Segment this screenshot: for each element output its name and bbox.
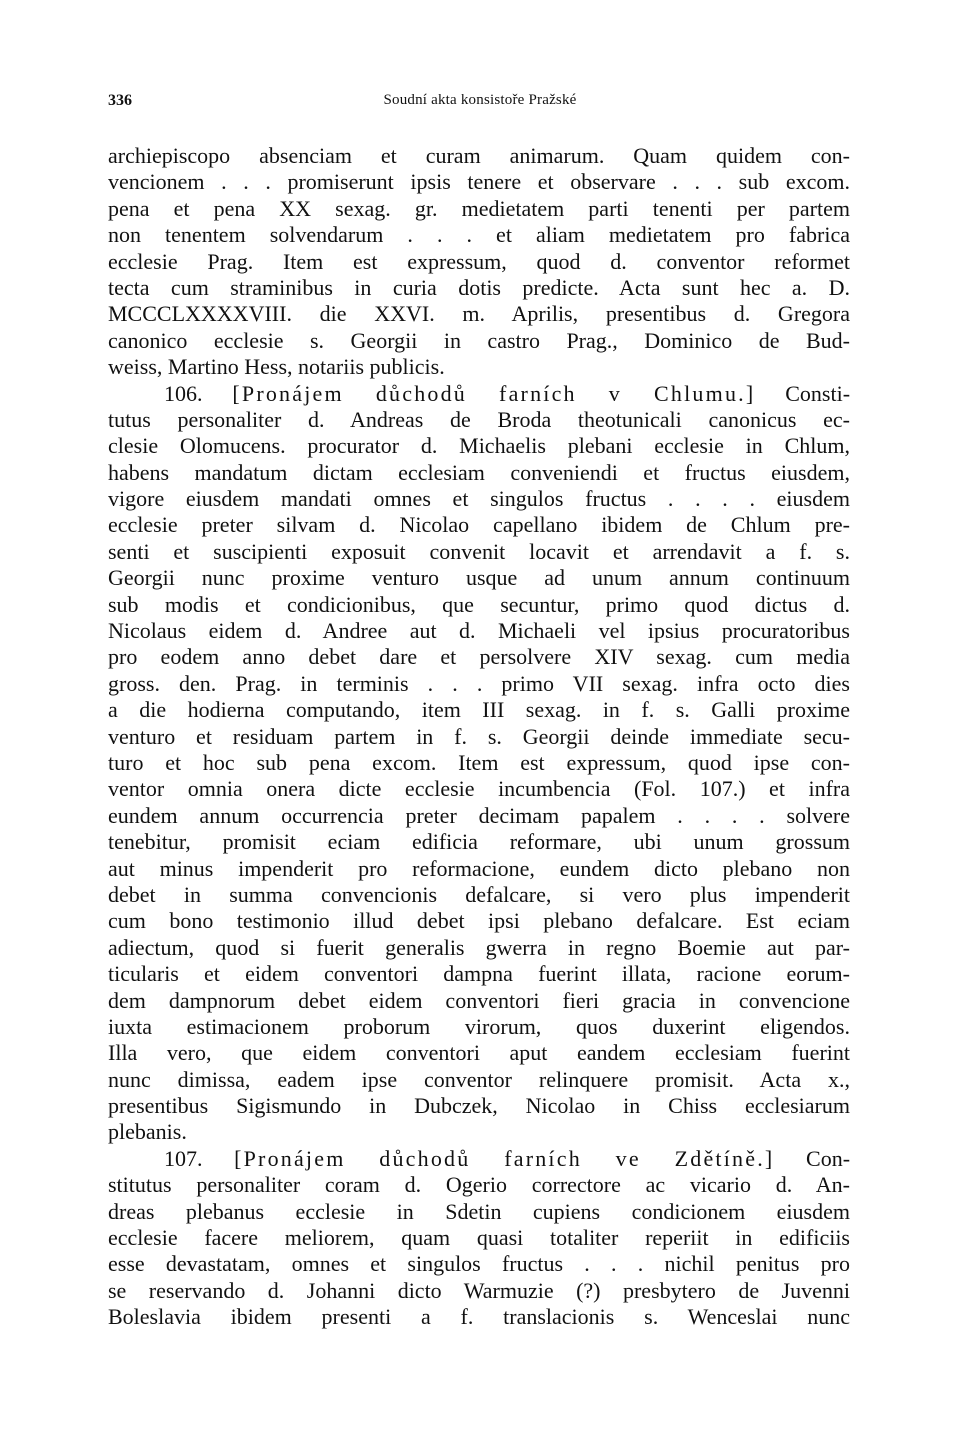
text-line: vigore eiusdem mandati omnes et singulos fructus . . . . eiusdem (108, 486, 850, 512)
running-head (108, 92, 852, 116)
text-line: non tenentem solvendarum . . . et aliam medietatem pro fabrica (108, 222, 850, 248)
text-line: habens mandatum dictam ecclesiam conveniendi et fructus eiusdem, (108, 459, 850, 485)
text-line: Boleslavia ibidem presenti a f. translacionis s. Wenceslai nunc (108, 1304, 850, 1330)
entry-number: 106. (164, 380, 203, 406)
text-line: esse devastatam, omnes et singulos fructus . . . nichil penitus pro (108, 1251, 850, 1277)
entry-title: [Pronájem důchodů farních ve Zdětíně.] (234, 1145, 775, 1171)
text-line: ecclesie preter silvam d. Nicolao capellano ibidem de Chlum pre- (108, 512, 850, 538)
text-line: ecclesie Prag. Item est expressum, quod d. conventor reformet (108, 248, 850, 274)
text-line: MCCCLXXXXVIII. die XXVI. m. Aprilis, presentibus d. Gregora (108, 301, 850, 327)
text-line: gross. den. Prag. in terminis . . . primo VII sexag. infra octo dies (108, 670, 850, 696)
entry-heading-line (108, 381, 850, 407)
text-line: weiss, Martino Hess, notariis publicis. (108, 354, 445, 380)
running-title: Soudní akta konsistoře Pražské (383, 92, 577, 108)
text-line: canonico ecclesie s. Georgii in castro Prag., Dominico de Bud- (108, 327, 850, 353)
text-line: adiectum, quod si fuerit generalis gwerra in regno Boemie aut par- (108, 934, 850, 960)
text-line: debet in summa convencionis defalcare, si vero plus impenderit (108, 881, 850, 907)
body-text (108, 143, 850, 1331)
text-line: venturo et residuam partem in f. s. Georgii deinde immediate secu- (108, 723, 850, 749)
entry-text-start: Con- (806, 1145, 851, 1171)
entry-number: 107. (164, 1145, 203, 1171)
entry-heading-line (108, 1146, 850, 1172)
text-line: iuxta estimacionem proborum virorum, quos duxerint eligendos. (108, 1013, 850, 1039)
text-line: Georgii nunc proxime venturo usque ad unum annum continuum (108, 565, 850, 591)
text-line: tecta cum straminibus in curia dotis predicte. Acta sunt hec a. D. (108, 274, 850, 300)
text-line: ventor omnia onera dicte ecclesie incumbencia (Fol. 107.) et infra (108, 776, 850, 802)
text-line: eundem annum occurrencia preter decimam papalem . . . . solvere (108, 802, 850, 828)
text-line: pro eodem anno debet dare et persolvere XIV sexag. cum media (108, 644, 850, 670)
text-line: clesie Olomucens. procurator d. Michaelis plebani ecclesie in Chlum, (108, 433, 850, 459)
text-line: tenebitur, promisit eciam edificia reformare, ubi unum grossum (108, 829, 850, 855)
page-number: 336 (108, 92, 132, 109)
text-line: se reservando d. Johanni dicto Warmuzie (?) presbytero de Juvenni (108, 1277, 850, 1303)
text-line: cum bono testimonio illud debet ipsi plebano defalcare. Est eciam (108, 908, 850, 934)
text-line: Nicolaus eidem d. Andree aut d. Michaeli vel ipsius procuratoribus (108, 618, 850, 644)
text-line: archiepiscopo absenciam et curam animarum. Quam quidem con- (108, 143, 850, 168)
text-line: sub modis et condicionibus, que secuntur, primo quod dictus d. (108, 591, 850, 617)
text-line: ticularis et eidem conventori dampna fuerint illata, racione eorum- (108, 961, 850, 987)
text-line: turo et hoc sub pena excom. Item est expressum, quod ipse con- (108, 749, 850, 775)
entry-title: [Pronájem důchodů farních v Chlumu.] (232, 380, 756, 406)
text-line: presentibus Sigismundo in Dubczek, Nicolao in Chiss ecclesiarum (108, 1093, 850, 1119)
text-line: Illa vero, que eidem conventori aput eandem ecclesiam fuerint (108, 1040, 850, 1066)
text-line: stitutus personaliter coram d. Ogerio correctore ac vicario d. An- (108, 1172, 850, 1198)
text-line: aut minus impenderit pro reformacione, eundem dicto plebano non (108, 855, 850, 881)
text-line: vencionem . . . promiserunt ipsis tenere et observare . . . sub excom. (108, 169, 850, 195)
text-line: pena et pena XX sexag. gr. medietatem parti tenenti per partem (108, 195, 850, 221)
text-line: dem dampnorum debet eidem conventori fieri gracia in convencione (108, 987, 850, 1013)
text-line: nunc dimissa, eadem ipse conventor relinquere promisit. Acta x., (108, 1066, 850, 1092)
text-line: a die hodierna computando, item III sexag. in f. s. Galli proxime (108, 697, 850, 723)
text-line: senti et suscipienti exposuit convenit locavit et arrendavit a f. s. (108, 538, 850, 564)
text-line: ecclesie facere meliorem, quam quasi totaliter reperiit in edificiis (108, 1225, 850, 1251)
entry-text-start: Consti- (785, 380, 851, 406)
text-line: tutus personaliter d. Andreas de Broda theotunicali canonicus ec- (108, 406, 850, 432)
text-line: dreas plebanus ecclesie in Sdetin cupiens condicionem eiusdem (108, 1198, 850, 1224)
text-line: plebanis. (108, 1119, 187, 1145)
